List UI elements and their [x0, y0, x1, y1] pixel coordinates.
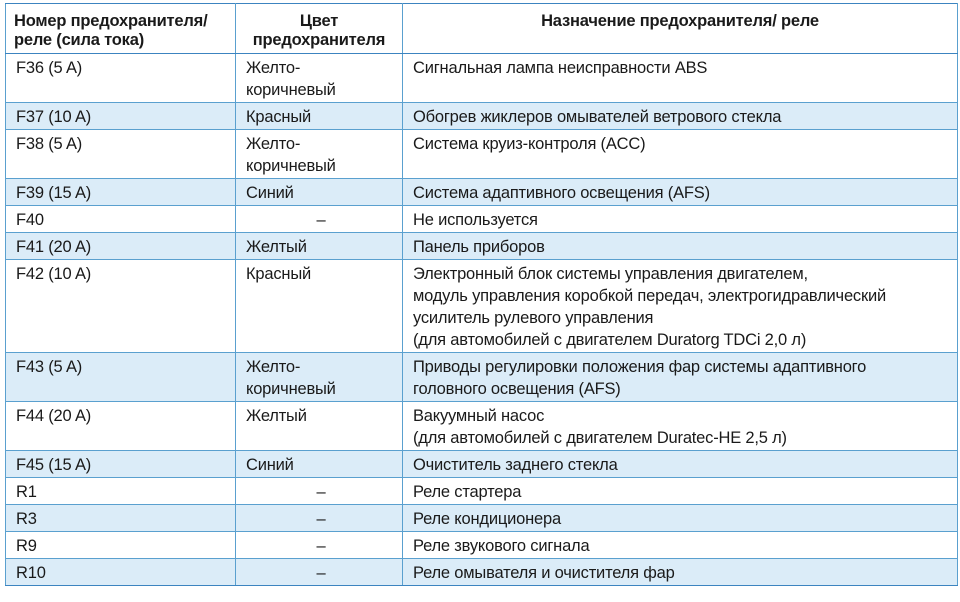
fuse-table-container [5, 3, 957, 586]
fuse-color-cell: Желтый [236, 402, 403, 451]
fuse-number-cell: F45 (15 A) [6, 451, 236, 478]
fuse-purpose-cell: Система адаптивного освещения (AFS) [403, 179, 958, 206]
fuse-number-cell: F38 (5 A) [6, 130, 236, 179]
table-row [6, 179, 958, 206]
table-row [6, 532, 958, 559]
fuse-number-cell: F37 (10 A) [6, 103, 236, 130]
relay-number-cell: R9 [6, 532, 236, 559]
fuse-purpose-cell: Не используется [403, 206, 958, 233]
header-fuse-number: Номер предохранителя/ реле (сила тока) [6, 4, 236, 54]
table-header-row [6, 4, 958, 54]
fuse-purpose-cell: Реле стартера [403, 478, 958, 505]
header-fuse-purpose: Назначение предохранителя/ реле [403, 4, 958, 54]
fuse-number-cell: F43 (5 A) [6, 353, 236, 402]
fuse-number-cell: F36 (5 A) [6, 54, 236, 103]
fuse-color-cell: Красный [236, 103, 403, 130]
fuse-color-cell: Синий [236, 451, 403, 478]
fuse-color-cell: Желто- коричневый [236, 353, 403, 402]
fuse-color-cell: – [236, 505, 403, 532]
fuse-number-cell: F39 (15 A) [6, 179, 236, 206]
table-row [6, 559, 958, 586]
table-row [6, 260, 958, 353]
fuse-color-cell: Желто- коричневый [236, 54, 403, 103]
fuse-number-cell: F42 (10 A) [6, 260, 236, 353]
fuse-purpose-cell: Система круиз-контроля (ACC) [403, 130, 958, 179]
table-row [6, 233, 958, 260]
table-row [6, 103, 958, 130]
fuse-purpose-cell: Приводы регулировки положения фар системы адаптивного головного освещения (AFS) [403, 353, 958, 402]
fuse-purpose-cell: Реле омывателя и очистителя фар [403, 559, 958, 586]
fuse-color-cell: – [236, 478, 403, 505]
fuse-purpose-cell: Обогрев жиклеров омывателей ветрового стекла [403, 103, 958, 130]
table-row [6, 478, 958, 505]
fuse-purpose-cell: Сигнальная лампа неисправности ABS [403, 54, 958, 103]
fuse-number-cell: F41 (20 A) [6, 233, 236, 260]
fuse-color-cell: Желтый [236, 233, 403, 260]
fuse-color-cell: – [236, 559, 403, 586]
fuse-purpose-cell: Панель приборов [403, 233, 958, 260]
relay-number-cell: R10 [6, 559, 236, 586]
table-row [6, 206, 958, 233]
fuse-color-cell: – [236, 532, 403, 559]
fuse-purpose-cell: Реле звукового сигнала [403, 532, 958, 559]
table-row [6, 402, 958, 451]
fuse-table [5, 3, 958, 586]
fuse-color-cell: Желто- коричневый [236, 130, 403, 179]
fuse-purpose-cell: Очиститель заднего стекла [403, 451, 958, 478]
table-row [6, 130, 958, 179]
fuse-number-cell: F44 (20 A) [6, 402, 236, 451]
fuse-purpose-cell: Реле кондиционера [403, 505, 958, 532]
fuse-color-cell: Синий [236, 179, 403, 206]
table-row [6, 451, 958, 478]
fuse-color-cell: – [236, 206, 403, 233]
fuse-purpose-cell: Вакуумный насос (для автомобилей с двигателем Duratec-HE 2,5 л) [403, 402, 958, 451]
relay-number-cell: R3 [6, 505, 236, 532]
table-row [6, 54, 958, 103]
fuse-purpose-cell: Электронный блок системы управления двигателем, модуль управления коробкой передач, электрогидравлический усилитель рулевого управления (для автомобилей с двигателем Duratorg TDCi 2,0 л) [403, 260, 958, 353]
table-row [6, 353, 958, 402]
fuse-number-cell: F40 [6, 206, 236, 233]
table-row [6, 505, 958, 532]
relay-number-cell: R1 [6, 478, 236, 505]
header-fuse-color: Цвет предохранителя [236, 4, 403, 54]
fuse-color-cell: Красный [236, 260, 403, 353]
